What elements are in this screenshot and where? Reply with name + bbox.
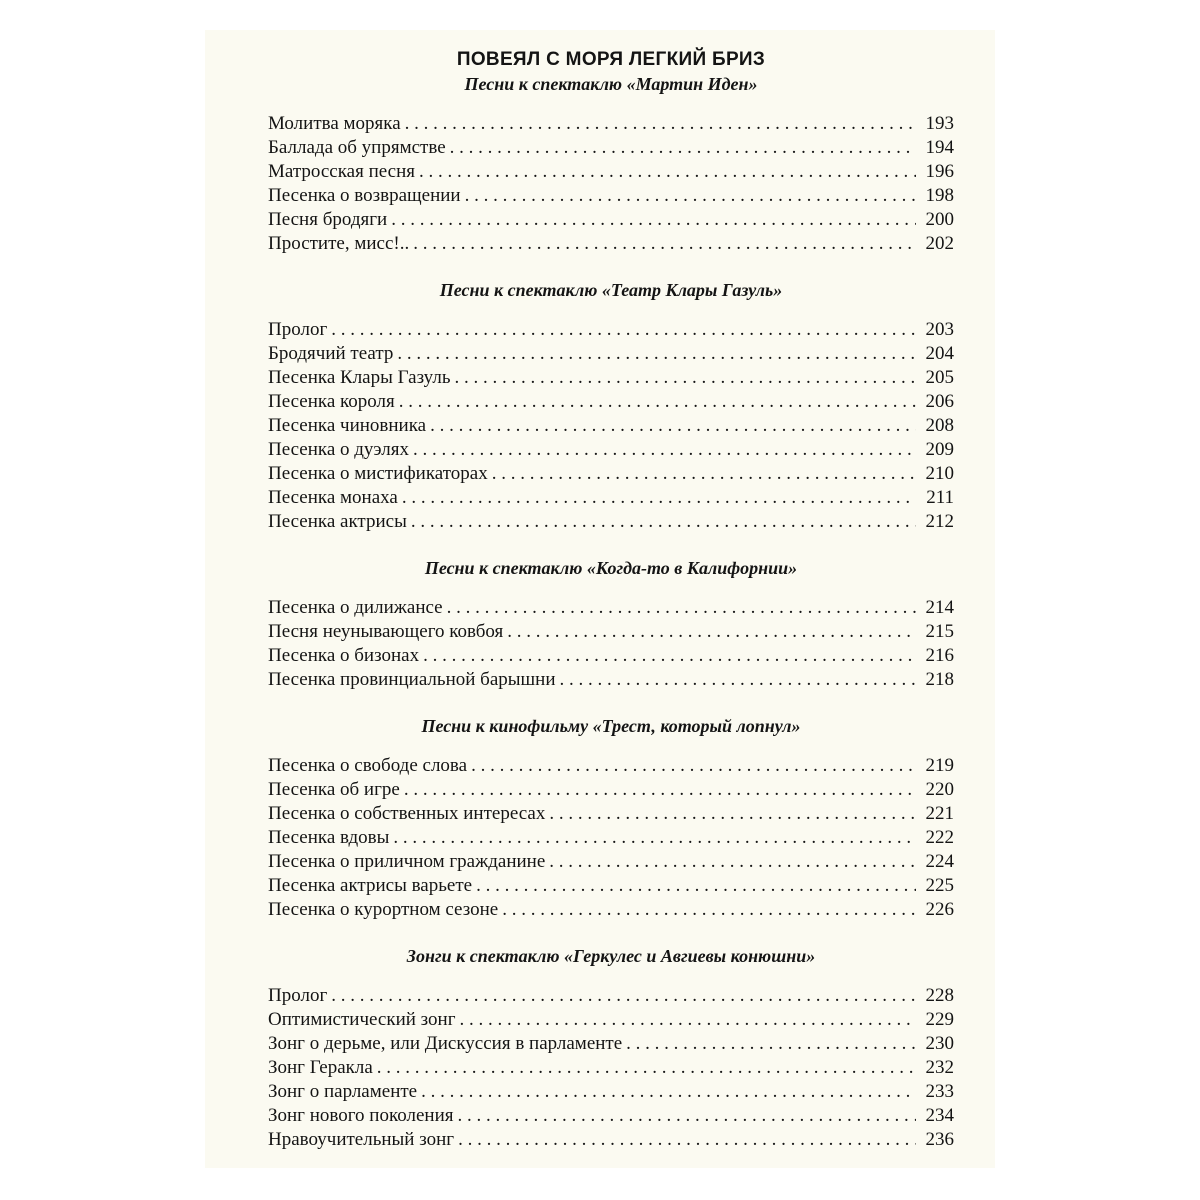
dot-leader [560, 668, 917, 692]
entry-title: Бродячий театр [268, 343, 394, 364]
entry-title: Песенка вдовы [268, 827, 390, 848]
entry-list [268, 112, 954, 256]
entry-title: Матросская песня [268, 161, 415, 182]
dot-leader [421, 1080, 916, 1104]
entry-title: Песенка монаха [268, 487, 398, 508]
entry-title: Оптимистический зонг [268, 1009, 456, 1030]
section-title: Песни к спектаклю «Когда-то в Калифорнии» [424, 558, 798, 578]
entry-title: Песенка об игре [268, 779, 400, 800]
toc-entry [268, 1128, 954, 1152]
entry-list [268, 318, 954, 534]
entry-page-number: 234 [925, 1105, 954, 1126]
section-spacer [268, 692, 954, 714]
section-title: Песни к спектаклю «Театр Клары Газуль» [439, 280, 783, 300]
title-spacer [268, 302, 954, 318]
entry-page-number: 224 [925, 851, 954, 872]
dot-leader [492, 462, 916, 486]
toc-entry [268, 318, 954, 342]
dot-leader [626, 1032, 916, 1056]
dot-leader [423, 644, 916, 668]
toc-sections [268, 72, 954, 1152]
dot-leader [502, 898, 916, 922]
dot-leader [411, 510, 916, 534]
entry-page-number: 215 [925, 621, 954, 642]
toc-entry [268, 342, 954, 366]
entry-title: Песенка о дилижансе [268, 597, 443, 618]
dot-leader [465, 184, 916, 208]
toc-entry [268, 874, 954, 898]
entry-page-number: 226 [925, 899, 954, 920]
entry-title: Песенка о собственных интересах [268, 803, 546, 824]
entry-page-number: 233 [925, 1081, 954, 1102]
toc-entry [268, 414, 954, 438]
entry-page-number: 216 [925, 645, 954, 666]
entry-page-number: 200 [925, 209, 954, 230]
dot-leader [397, 342, 916, 366]
toc-entry [268, 1056, 954, 1080]
entry-page-number: 225 [925, 875, 954, 896]
entry-list [268, 754, 954, 922]
dot-leader [450, 136, 916, 160]
entry-title: Песенка чиновника [268, 415, 427, 436]
dot-leader [455, 366, 917, 390]
toc-entry [268, 1032, 954, 1056]
dot-leader [331, 318, 916, 342]
dot-leader [399, 390, 916, 414]
entry-title: Молитва моряка [268, 113, 401, 134]
entry-title: Песенка о курортном сезоне [268, 899, 499, 920]
entry-title: Песенка актрисы варьете [268, 875, 473, 896]
entry-page-number: 218 [925, 669, 954, 690]
entry-page-number: 232 [925, 1057, 954, 1078]
entry-title: Песенка о мистификаторах [268, 463, 488, 484]
entry-title: Баллада об упрямстве [268, 137, 446, 158]
entry-list [268, 596, 954, 692]
entry-title: Песенка короля [268, 391, 395, 412]
toc-entry [268, 208, 954, 232]
entry-title: Песенка провинциальной барышни [268, 669, 556, 690]
section-spacer [268, 922, 954, 944]
toc-entry [268, 366, 954, 390]
entry-page-number: 210 [925, 463, 954, 484]
entry-title: Песня бродяги [268, 209, 388, 230]
entry-page-number: 198 [925, 185, 954, 206]
dot-leader [391, 208, 916, 232]
title-spacer [268, 580, 954, 596]
entry-page-number: 205 [925, 367, 954, 388]
entry-title: Песенка о свободе слова [268, 755, 468, 776]
entry-title: Песенка о приличном гражданине [268, 851, 546, 872]
entry-title: Песенка о бизонах [268, 645, 420, 666]
entry-page-number: 206 [925, 391, 954, 412]
toc-entry [268, 802, 954, 826]
entry-page-number: 229 [925, 1009, 954, 1030]
entry-page-number: 209 [925, 439, 954, 460]
section-spacer [268, 256, 954, 278]
toc-entry [268, 1008, 954, 1032]
dot-leader [549, 850, 916, 874]
entry-page-number: 220 [925, 779, 954, 800]
entry-page-number: 203 [925, 319, 954, 340]
entry-title: Песенка актрисы [268, 511, 407, 532]
toc-entry [268, 778, 954, 802]
entry-page-number: 214 [925, 597, 954, 618]
toc-entry [268, 898, 954, 922]
entry-page-number: 211 [926, 487, 954, 508]
entry-title: Зонг нового поколения [268, 1105, 454, 1126]
dot-leader [549, 802, 916, 826]
dot-leader [419, 160, 916, 184]
toc-entry [268, 438, 954, 462]
dot-leader [430, 414, 916, 438]
dot-leader [460, 1008, 916, 1032]
entry-list [268, 984, 954, 1152]
dot-leader [402, 486, 916, 510]
dot-leader [405, 112, 916, 136]
entry-title: Пролог [268, 985, 328, 1006]
section-title: Зонги к спектаклю «Геркулес и Авгиевы конюшни» [406, 946, 816, 966]
entry-page-number: 194 [925, 137, 954, 158]
entry-page-number: 202 [925, 233, 954, 254]
toc-entry [268, 754, 954, 778]
toc-entry [268, 486, 954, 510]
entry-page-number: 193 [925, 113, 954, 134]
dot-leader [471, 754, 916, 778]
entry-page-number: 219 [925, 755, 954, 776]
section-title: Песни к спектаклю «Мартин Иден» [464, 74, 758, 94]
dot-leader [393, 826, 916, 850]
book-page [205, 30, 995, 1168]
toc-entry [268, 850, 954, 874]
toc-entry [268, 984, 954, 1008]
toc-entry [268, 596, 954, 620]
toc-entry [268, 1080, 954, 1104]
dot-leader [377, 1056, 916, 1080]
entry-title: Пролог [268, 319, 328, 340]
entry-page-number: 208 [925, 415, 954, 436]
entry-title: Зонг о дерьме, или Дискуссия в парламенте [268, 1033, 623, 1054]
entry-title: Нравоучительный зонг [268, 1129, 455, 1150]
entry-page-number: 221 [925, 803, 954, 824]
entry-page-number: 222 [925, 827, 954, 848]
toc-entry [268, 462, 954, 486]
entry-title: Песенка Клары Газуль [268, 367, 451, 388]
toc-entry [268, 390, 954, 414]
dot-leader [458, 1128, 916, 1152]
dot-leader [447, 596, 916, 620]
title-spacer [268, 96, 954, 112]
toc-entry [268, 136, 954, 160]
toc-entry [268, 160, 954, 184]
entry-title: Зонг Геракла [268, 1057, 373, 1078]
dot-leader [413, 232, 916, 256]
entry-title: Песенка о возвращении [268, 185, 461, 206]
toc-entry [268, 668, 954, 692]
toc-entry [268, 1104, 954, 1128]
dot-leader [476, 874, 916, 898]
entry-page-number: 236 [925, 1129, 954, 1150]
toc-entry [268, 184, 954, 208]
title-spacer [268, 738, 954, 754]
dot-leader [507, 620, 916, 644]
section-spacer [268, 534, 954, 556]
entry-page-number: 196 [925, 161, 954, 182]
entry-page-number: 212 [925, 511, 954, 532]
table-of-contents [268, 48, 954, 1152]
toc-entry [268, 232, 954, 256]
entry-page-number: 228 [925, 985, 954, 1006]
entry-title: Зонг о парламенте [268, 1081, 418, 1102]
dot-leader [413, 438, 916, 462]
toc-entry [268, 112, 954, 136]
section-title: Песни к кинофильму «Трест, который лопнул» [421, 716, 801, 736]
entry-title: Простите, мисс!.. [268, 233, 410, 254]
toc-entry [268, 620, 954, 644]
toc-entry [268, 644, 954, 668]
entry-page-number: 230 [925, 1033, 954, 1054]
entry-title: Песня неунывающего ковбоя [268, 621, 504, 642]
dot-leader [457, 1104, 916, 1128]
main-title: ПОВЕЯЛ С МОРЯ ЛЕГКИЙ БРИЗ [456, 49, 766, 70]
toc-entry [268, 510, 954, 534]
entry-title: Песенка о дуэлях [268, 439, 409, 460]
title-spacer [268, 968, 954, 984]
dot-leader [331, 984, 916, 1008]
entry-page-number: 204 [925, 343, 954, 364]
toc-entry [268, 826, 954, 850]
dot-leader [404, 778, 916, 802]
